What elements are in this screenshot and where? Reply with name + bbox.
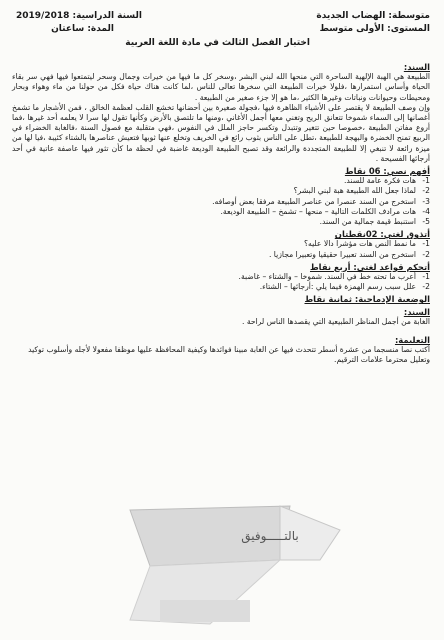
taste-label: أتذوق لغتي: 02نقطتان: [334, 229, 430, 240]
school-name: متوسطة: الهضاب الجديدة: [316, 11, 430, 21]
sanad-label: السند:: [403, 62, 430, 72]
question-item: 3-استخرج من السند عنصرا من عناصر الطبيعة مرفقا بعض أوصافه.: [212, 196, 430, 206]
question-item: 2-استخرج من السند تعبيرا حقيقيا وتعبيرا مجازيا .: [268, 249, 430, 259]
question-item: 2-لماذا جعل الله الطبيعة هبة لبني البشر؟: [293, 186, 430, 196]
question-item: 1-أعرب ما تحته خط في السند. شموخا – والشتاء – غاضبة.: [238, 272, 430, 282]
question-item: 1-هات فكرة عامة للسند.: [344, 176, 430, 186]
exam-duration: المدة: ساعتان: [51, 24, 114, 34]
class-level: المستوى: الأولى متوسط: [319, 24, 430, 34]
grammar-label: أتحكم قواعد لغتي: أربع نقاط: [309, 261, 430, 272]
good-luck-banner-image: [90, 500, 370, 630]
integration-sanad-label: السند:: [403, 306, 430, 317]
exam-header: [12, 6, 430, 60]
grammar-questions: [12, 272, 430, 292]
comprehension-questions: [12, 176, 430, 227]
school-info: [316, 10, 430, 36]
school-year: السنة الدراسية: 2019/2018: [16, 11, 142, 21]
question-item: 2-علل سبب رسم الهمزة فيما يلي :أرجائها – الشتاء.: [259, 282, 430, 292]
year-info: [16, 10, 142, 36]
question-item: 5-استنبط قيمة جمالية من السند.: [319, 217, 430, 227]
sanad-paragraph: الطبيعة هي الهبة الإلهية الساحرة التي منحها الله لبني البشر ،وسخر كل ما فيها من خيرات وجمال وسحر ليتمتعوا فيها فهي سر بقاء الحياة وأساس استمرارها ،فلولا خيرات الطبيعة التي سخرها تعالى للناس ،لما كانت هناك حياة فكل من حولنا من ماء وهواء وبحار ومحيطات وحيوانات ونباتات وغيرها الكثير ،ما هو إلا جزء صغير من الطبيعة .: [12, 72, 430, 102]
comprehension-label: أفهم نصي: 06 نقاط: [344, 166, 430, 177]
integration-sanad-text: الغابة من أجمل المناظر الطبيعية التي يقصدها الناس لراحة .: [242, 316, 430, 326]
question-item: 1-ما نمط النص هات مؤشرا دالا عليه؟: [304, 239, 430, 249]
integration-label: الوضعية الإدماجية: ثمانية نقاط: [304, 294, 430, 305]
question-item: 4-هات مرادف الكلمات التالية – منحها – تشمخ – الطبيعة الوديعة.: [220, 206, 430, 216]
task-label: التعليمة:: [394, 335, 430, 346]
sanad-paragraph: وإن وصف الطبيعة لا يقتصر على الأشياء الظاهرة فيها ،فجولة صغيرة بين أحضانها تخشع القلب لعظمة الخالق ، فمن الأشجار ما تشمخ أغصانها إلى السماء شموخا تتعانق الريح وتغني معها أجمل الأغاني ،ومنها ما تلتصق بالأرض وكأنها تقول لها سرا لا يعلمه أحد غيرها ،فما أروع مفاتن الطبيعة ،خصوصا حين تتغير وتتبدل وتكسر حاجز الملل في النفوس ،فهي متقلبة مع فصول السنة ،فالغابة الخضراء في الربيع تمنح الخضرة والبهجة للطبيعة ،تطل على الناس بثوب رائع في الخريف وتخلع عنها ثوبها فتعيش عناصرها بالشتاء كئيبة ،فيا لها من ميزة رائعة لا تنبغي إلا للطبيعة المتجددة والرائعة وقد تصبح الطبيعة الوديعة غاضبة في لحظة ما كأن تثور فيها عاصفة عاتية في أحد أرجائها الفسيحة .: [12, 102, 430, 163]
taste-questions: [12, 239, 430, 259]
sanad-text: [12, 72, 430, 164]
good-luck-text: بالتـــــوفيق: [241, 529, 299, 543]
task-text: أكتب نصا منسجما من عشرة أسطر تتحدث فيها عن الغابة مبينا فوائدها وكيفية المحافظة عليها موظفا مفعولا لأجله وأسلوب توكيد وتعليل محترما علامات الترقيم.: [28, 345, 430, 365]
exam-title: اختبار الفصل الثالث في مادة اللغة العربية: [125, 38, 310, 48]
